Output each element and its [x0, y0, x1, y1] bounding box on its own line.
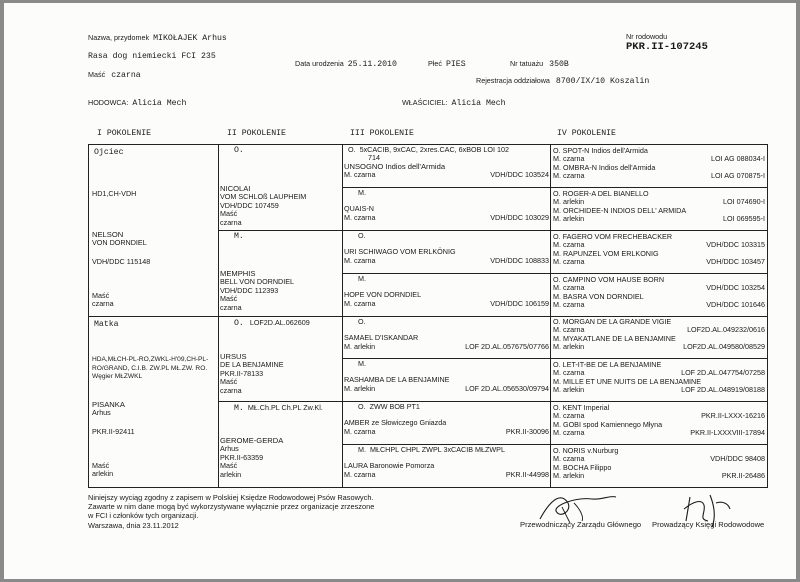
gen2-header-row: [234, 319, 310, 328]
gen3-cell: [344, 403, 549, 443]
certification-line: Zawarte w nim dane mogą być wykorzystywane wyłącznie przez organizacje zrzeszone: [88, 502, 375, 512]
color: M. czarna: [344, 426, 376, 436]
sex-prefix: M.: [358, 189, 366, 197]
father-name: O. NORIS v.Nurburg: [553, 447, 619, 455]
color-block: [92, 292, 114, 309]
table-rule: [88, 144, 768, 145]
gen2-cell: [220, 318, 341, 400]
color-label: Maść: [220, 294, 238, 304]
father-color: M. czarna: [553, 240, 585, 250]
mother-color: M. arlekin: [553, 385, 585, 395]
mother-name: M. OMBRA-N Indios dell'Armida: [553, 162, 656, 172]
father-name: O. SPOT-N Indios dell'Armida: [553, 147, 648, 155]
registration-number: PKR.II-44998: [505, 469, 549, 479]
registration-number: PKR.II-92411: [92, 427, 135, 436]
breeder-value: Alicia Mech: [132, 99, 187, 108]
dog-entry: [220, 437, 283, 479]
dog-name: RASHAMBA DE LA BENJAMINE: [344, 375, 450, 385]
table-rule: [767, 144, 768, 487]
dog-name: UNSOGNO Indios dell'Armida: [344, 161, 446, 171]
registration-number: PKR.II-78133: [220, 368, 264, 378]
color-label: Maść: [88, 70, 106, 79]
mother-color-reg: [553, 386, 765, 394]
sex-prefix: O.: [348, 146, 356, 154]
birth-row: [295, 60, 397, 69]
mother-registration: VDH/DDC 103457: [706, 257, 765, 267]
dog-kennel: VON DORNDIEL: [92, 238, 147, 248]
pedigree-document: [4, 3, 796, 579]
gen4-cell: [553, 190, 765, 230]
mother-color-reg: [553, 215, 765, 223]
mother-name: M. ORCHIDEE-N INDIOS DELL' ARMIDA: [553, 205, 687, 215]
color-value: czarna: [111, 71, 141, 80]
gen4-cell: [553, 276, 765, 315]
generation-heading: IV POKOLENIE: [557, 129, 616, 138]
mother-color-reg: [553, 472, 765, 480]
dog-entry: [92, 401, 125, 418]
color-value: czarna: [220, 217, 242, 227]
dog-name: QUAIS-N: [344, 204, 374, 214]
color-label: Maść: [92, 461, 110, 470]
color-value: czarna: [92, 299, 114, 309]
dog-name: PISANKA: [92, 400, 125, 409]
color-reg-row: [344, 214, 549, 222]
breeder-label: HODOWCA:: [88, 98, 129, 107]
dog-name: NELSON: [92, 230, 124, 239]
gen4-cell: [553, 361, 765, 400]
breeder-row: [88, 99, 186, 108]
gen3-header-row: [344, 446, 549, 454]
father-name: O. ROGER-A DEL BIANELLO: [553, 190, 649, 198]
dog-name-value: MIKOŁAJEK Arhus: [153, 34, 227, 43]
titles: MŁ.Ch.PL Ch.PL Zw.Kl.: [247, 403, 323, 412]
father-registration: LOF 2D.AL.047754/07258: [681, 368, 765, 378]
dog-name: URI SCHIWAGO VOM ERLKÖNIG: [344, 247, 456, 257]
color-value: arlekin: [92, 469, 114, 479]
gen4-cell: [553, 447, 765, 486]
gen3-cell: [344, 146, 549, 186]
generation-heading: III POKOLENIE: [350, 129, 414, 138]
sex-prefix: M.: [234, 404, 244, 413]
mother-name: M. RAPUNZEL VOM ERLKONIG: [553, 248, 659, 258]
dog-kennel: Arhus: [220, 444, 239, 454]
certification-line: Niniejszy wyciąg zgodny z zapisem w Polskiej Księdze Rodowodowej Psów Rasowych.: [88, 493, 374, 502]
sex-value: PIES: [445, 60, 466, 69]
color-reg-row: [344, 300, 549, 308]
breed: Rasa dog niemiecki FCI 235: [88, 52, 216, 61]
dog-name: HOPE VON DORNDIEL: [344, 290, 422, 300]
color: M. arlekin: [344, 341, 376, 351]
dog-kennel: DE LA BENJAMINE: [220, 360, 284, 370]
dog-name: GEROME-GERDA: [220, 436, 284, 445]
certification-text: [88, 493, 374, 530]
mother-registration: PKR.II-26486: [721, 471, 765, 481]
color-reg-row: [344, 385, 549, 393]
table-rule: [342, 273, 768, 274]
titles: MŁCHPL CHPL ZWPL 3xCACIB MŁZWPL: [369, 446, 505, 454]
gen3-cell: [344, 360, 549, 400]
father-registration: VDH/DDC 103315: [706, 240, 765, 250]
dog-name: URSUS: [220, 352, 247, 361]
mother-registration: LOF2D.AL.049580/08529: [683, 342, 765, 352]
father-registration: VDH/DDC 98408: [710, 454, 765, 464]
sex-prefix: O.: [234, 319, 244, 328]
father-name: O. FAGERO VOM FRECHEBACKER: [553, 233, 673, 241]
dog-name: NICOLAI: [220, 184, 251, 193]
color-label: Maść: [92, 291, 110, 300]
color-label: Maść: [220, 377, 238, 387]
registration-number: PKR.II-30096: [505, 426, 549, 436]
owner-value: Alicia Mech: [451, 99, 506, 108]
father-name: O. KENT Imperial: [553, 404, 610, 412]
table-rule: [342, 144, 343, 487]
dog-kennel: BELL VON DORNDIEL: [220, 277, 295, 287]
color: M. arlekin: [344, 383, 376, 393]
mother-color-reg: [553, 258, 765, 266]
pedigree-number-label: Nr rodowodu: [626, 32, 668, 41]
father-color: M. czarna: [553, 368, 585, 378]
mother-color: M. czarna: [553, 300, 585, 310]
color-label: Maść: [220, 461, 238, 471]
sex-prefix: O.: [358, 318, 366, 326]
mother-registration: LOF 2D.AL.048919/08188: [681, 385, 765, 395]
color-reg-row: [344, 471, 549, 479]
color: M. czarna: [344, 212, 376, 222]
dog-name: SAMAEL D'ISKANDAR: [344, 333, 419, 343]
table-rule: [88, 487, 768, 488]
gen3-cell: [344, 318, 549, 357]
gen4-cell: [553, 233, 765, 272]
dog-name: MEMPHIS: [220, 269, 256, 278]
father-name: O. CAMPINO VOM HAUSE BORN: [553, 276, 665, 284]
color: M. czarna: [344, 298, 376, 308]
gen4-cell: [553, 404, 765, 443]
dog-entry: [220, 353, 284, 395]
signature-title: Przewodniczący Zarządu Głównego: [520, 520, 642, 529]
table-rule: [550, 144, 551, 487]
gen4-cell: [553, 147, 765, 186]
mother-registration: VDH/DDC 101646: [706, 300, 765, 310]
father-name: O. LET-IT-BE DE LA BENJAMINE: [553, 361, 662, 369]
mother-color: M. arlekin: [553, 471, 585, 481]
color: M. czarna: [344, 469, 376, 479]
sex-prefix: M.: [358, 275, 366, 283]
mother-color: M. czarna: [553, 257, 585, 267]
registration-row: [476, 77, 649, 86]
titles: HD1,CH-VDH: [92, 189, 137, 198]
sex-prefix: M.: [358, 446, 366, 454]
table-rule: [342, 358, 768, 359]
sex-prefix: O.: [358, 232, 366, 240]
color: M. czarna: [344, 255, 376, 265]
certification-line: w FCI i członków tych organizacji.: [88, 511, 199, 521]
dog-entry: [92, 231, 216, 248]
gen2-cell: [220, 403, 341, 486]
dog-entry: [220, 185, 306, 227]
gen2-header-row: [234, 404, 323, 413]
gen3-cell: [344, 232, 549, 272]
owner-label: WŁAŚCICIEL:: [402, 98, 448, 107]
registration-number: VDH/DDC 103524: [490, 170, 549, 180]
father-registration: LOI AG 088034-I: [711, 154, 765, 164]
color: M. czarna: [344, 170, 376, 180]
color-reg-row: [344, 428, 549, 436]
titles: LOF2D.AL.062609: [249, 318, 310, 327]
dog-entry: [220, 270, 294, 312]
mother-name: M. MYAKATLANE DE LA BENJAMINE: [553, 333, 676, 343]
registration-value: 8700/IX/10 Koszalin: [555, 77, 650, 86]
color-reg-row: [344, 343, 549, 351]
mother-name: M. GOBI spod Kamiennego Młyna: [553, 419, 663, 429]
sex-prefix: M.: [234, 232, 244, 241]
owner-row: [402, 99, 506, 108]
mother-color-reg: [553, 429, 765, 437]
father-registration: VDH/DDC 103254: [706, 283, 765, 293]
father-registration: PKR.II-LXXX-16216: [701, 411, 765, 421]
color-reg-row: [344, 257, 549, 265]
table-rule: [88, 144, 89, 487]
father-color: M. czarna: [553, 325, 585, 335]
signature-title: Prowadzący Księgi Rodowodowe: [652, 520, 765, 529]
titles: 5xCACIB, 9xCAC, 2xres.CAC, 6xBOB LOI 102: [359, 146, 509, 154]
dog-name-row: [88, 34, 227, 43]
gen3-header-row: [344, 403, 549, 411]
color-value: czarna: [220, 385, 242, 395]
mother-color-reg: [553, 343, 765, 351]
titles: ZWW BOB PT1: [369, 403, 420, 411]
mother-name: M. BOCHA Filippo: [553, 462, 612, 472]
tattoo-label: Nr tatuażu: [510, 59, 544, 68]
gen4-cell: [553, 318, 765, 357]
mother-color: M. arlekin: [553, 214, 585, 224]
registration-number: VDH/DDC 107459: [220, 200, 279, 210]
color-value: czarna: [220, 302, 242, 312]
mother-registration: LOI AG 070875-I: [711, 171, 765, 181]
registration-number: VDH/DDC 108833: [490, 255, 549, 265]
pedigree-number-value: PKR.II-107245: [626, 41, 708, 53]
father-color: M. arlekin: [553, 197, 585, 207]
registration-number: LOF 2D.AL.056530/09794: [465, 383, 549, 393]
gen1-dam-cell: [92, 318, 216, 486]
generation-heading: II POKOLENIE: [227, 129, 286, 138]
birth-label: Data urodzenia: [295, 59, 344, 68]
father-registration: LOF2D.AL.049232/0616: [687, 325, 765, 335]
father-registration: LOI 074690-I: [723, 197, 765, 207]
registration-number: VDH/DDC 115148: [92, 257, 151, 266]
registration-number: LOF 2D.AL.057675/07766: [465, 341, 549, 351]
table-rule: [218, 144, 219, 487]
mother-registration: LOI 069595-I: [723, 214, 765, 224]
color-reg-row: [344, 171, 549, 179]
registration-number: VDH/DDC 106159: [490, 298, 549, 308]
mother-name: M. BASRA VON DORNDIEL: [553, 291, 644, 301]
role-label: Matka: [94, 320, 119, 329]
mother-color-reg: [553, 172, 765, 180]
sex-prefix: O.: [234, 146, 244, 155]
color-label: Maść: [220, 209, 238, 219]
gen3-cell: [344, 275, 549, 315]
registration-number: PKR.II-63359: [220, 452, 264, 462]
father-color: M. czarna: [553, 283, 585, 293]
table-rule: [342, 187, 768, 188]
dog-kennel: VOM SCHLOß LAUPHEIM: [220, 192, 307, 202]
table-rule: [88, 316, 768, 317]
titles: HDA,MŁCH-PL-RO,ZWKL-H'09,CH-PL-RO/GRAND, C.I.B. ZW.PL MŁ.ZW. RO. Węgier MŁZWKL: [92, 356, 209, 381]
titles-continued: 714: [368, 153, 380, 163]
gen2-cell: [220, 146, 341, 229]
sex-prefix: O.: [358, 403, 366, 411]
birth-value: 25.11.2010: [347, 60, 397, 69]
father-color: M. czarna: [553, 411, 585, 421]
color-block: [92, 462, 113, 479]
sex-row: [428, 60, 466, 69]
gen1-sire-cell: [92, 146, 216, 314]
mother-name: M. MILLE ET UNE NUITS DE LA BENJAMINE: [553, 376, 702, 386]
dog-name: LAURA Baronowie Pomorza: [344, 461, 435, 471]
tattoo-value: 350B: [549, 60, 569, 69]
gen2-cell: [220, 232, 341, 315]
issue-date: Warszawa, dnia 23.11.2012: [88, 520, 179, 530]
mother-color: M. czarna: [553, 428, 585, 438]
dog-kennel: Arhus: [92, 408, 111, 418]
registration-number: VDH/DDC 112393: [220, 285, 279, 295]
mother-registration: PKR.II-LXXXVIII-17894: [690, 428, 765, 438]
gen3-cell: [344, 446, 549, 486]
father-color: M. czarna: [553, 154, 585, 164]
sex-label: Płeć: [428, 59, 442, 68]
dog-name-label: Nazwa, przydomek: [88, 33, 150, 42]
mother-color: M. arlekin: [553, 342, 585, 352]
table-rule: [218, 401, 768, 402]
generation-heading: I POKOLENIE: [97, 129, 152, 138]
father-color: M. czarna: [553, 454, 585, 464]
registration-label: Rejestracja oddziałowa: [476, 76, 550, 85]
role-label: Ojciec: [94, 148, 124, 157]
mother-color: M. czarna: [553, 171, 585, 181]
tattoo-row: [510, 60, 569, 69]
dog-name: AMBER ze Słowiczego Gniazda: [344, 418, 447, 428]
father-name: O. MORGAN DE LA GRANDE VIGIE: [553, 318, 672, 326]
sex-prefix: M.: [358, 360, 366, 368]
color-value: arlekin: [220, 469, 242, 479]
registration-number: VDH/DDC 103029: [490, 212, 549, 222]
table-rule: [342, 444, 768, 445]
mother-color-reg: [553, 301, 765, 309]
color-row: [88, 71, 141, 80]
